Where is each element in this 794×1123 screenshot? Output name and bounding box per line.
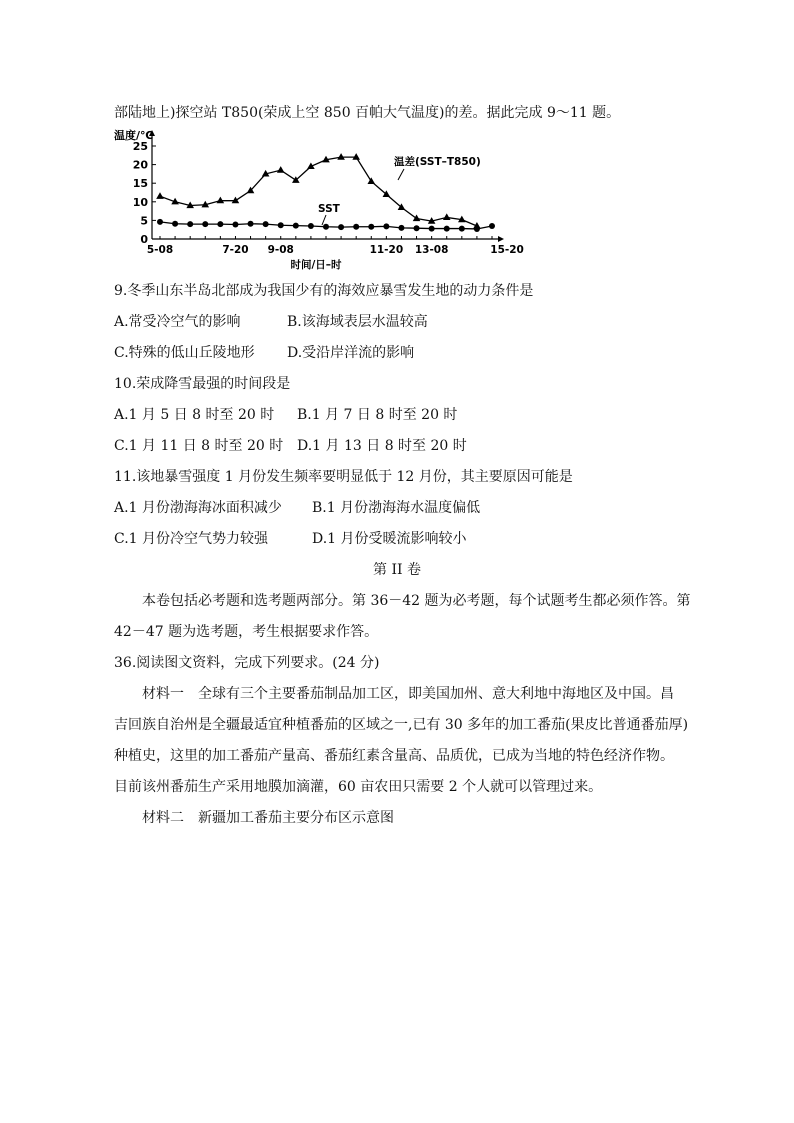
material1-line-4: 目前该州番茄生产采用地膜加滴灌，60 亩农田只需要 2 个人就可以管理过来。 [114,779,603,795]
q10-option-a: A.1 月 5 日 8 时至 20 时 [114,407,275,423]
x-axis-arrow [498,236,504,242]
q9-option-c: C.特殊的低山丘陵地形 [114,345,255,361]
series-label-sst: SST [318,203,340,215]
sst-point [444,226,450,232]
sst-point [429,226,435,232]
temp-diff-point [337,153,345,160]
sst-point [263,221,269,227]
sst-point [278,222,284,228]
q11-stem: 11.该地暴雪强度 1 月份发生频率要明显低于 12 月份，其主要原因可能是 [114,469,573,485]
series-label-sst-leader [322,215,326,225]
sst-point [217,221,223,227]
series-label-temp-diff-leader [398,169,404,180]
sst-point [338,224,344,230]
q11-option-a: A.1 月份渤海海冰面积减少 [114,500,282,516]
q9-option-a: A.常受冷空气的影响 [114,314,241,330]
sst-point [383,223,389,229]
sst-point [489,223,495,229]
sst-point [157,219,163,225]
sst-point [323,224,329,230]
x-tick-label: 9-08 [267,244,294,256]
sst-point [368,224,374,230]
sst-point [293,223,299,229]
q10-stem: 10.荣成降雪最强的时间段是 [114,376,291,392]
y-tick-label: 10 [132,195,148,209]
q10-option-c: C.1 月 11 日 8 时至 20 时 [114,438,284,454]
material2-caption: 材料二 新疆加工番茄主要分布区示意图 [142,810,394,826]
q9-option-d: D.受沿岸洋流的影响 [287,345,415,361]
temp-diff-point [277,166,285,173]
x-tick-label: 15-20 [490,244,524,256]
section-intro-line-1: 本卷包括必考题和选考题两部分。第 36－42 题为必考题，每个试题考生都必须作答。第 [142,593,691,609]
sst-point [474,226,480,232]
q9-option-b: B.该海域表层水温较高 [287,314,428,330]
intro-line: 部陆地上)探空站 T850(荣成上空 850 百帕大气温度)的差。据此完成 9～11 题。 [114,105,621,121]
y-tick-label: 20 [132,158,148,172]
y-tick-label: 15 [132,177,148,191]
y-tick-label: 0 [140,233,148,246]
series-label-temp-diff: 温差(SST–T850) [394,156,481,168]
sst-point [353,224,359,230]
q10-option-d: D.1 月 13 日 8 时至 20 时 [297,438,467,454]
sst-point [248,221,254,227]
x-tick-label: 5-08 [146,244,174,256]
x-axis-label: 时间/日–时 [290,259,342,271]
temp-diff-point [413,215,421,222]
sst-point [414,225,420,231]
x-tick-label: 7-20 [222,244,249,256]
q36-stem: 36.阅读图文资料，完成下列要求。(24 分) [114,655,380,671]
temp-diff-point [232,197,240,204]
temp-diff-point [217,197,225,204]
temp-diff-point [156,192,164,199]
material1-line-1: 材料一 全球有三个主要番茄制品加工区，即美国加州、意大利地中海地区及中国。昌 [142,686,674,702]
x-tick-label: 11-20 [369,244,404,256]
temperature-chart [112,128,524,273]
sst-point [232,221,238,227]
q9-stem: 9.冬季山东半岛北部成为我国少有的海效应暴雪发生地的动力条件是 [114,283,534,299]
sst-point [308,223,314,229]
y-axis-label: 温度/℃ [114,129,154,142]
sst-point [202,221,208,227]
q10-option-b: B.1 月 7 日 8 时至 20 时 [297,407,458,423]
x-tick-label: 13-08 [414,244,449,256]
temp-diff-point [443,213,451,220]
y-tick-label: 5 [140,214,148,228]
sst-point [459,226,465,232]
sst-point [187,221,193,227]
material1-line-3: 种植史，这里的加工番茄产量高、番茄红素含量高、品质优，已成为当地的特色经济作物。 [114,748,674,764]
section-title: 第 II 卷 [373,562,421,578]
sst-point [172,221,178,227]
temp-diff-point [367,177,375,184]
q11-option-c: C.1 月份冷空气势力较强 [114,531,269,547]
temp-diff-point [352,153,360,160]
section-intro-line-2: 42－47 题为选考题，考生根据要求作答。 [114,624,379,640]
sst-point [398,225,404,231]
q11-option-b: B.1 月份渤海海水温度偏低 [312,500,481,516]
q11-option-d: D.1 月份受暖流影响较小 [312,531,467,547]
material1-line-2: 吉回族自治州是全疆最适宜种植番茄的区域之一,已有 30 多年的加工番茄(果皮比普通番茄厚) [114,717,689,733]
y-tick-label: 25 [132,140,148,153]
